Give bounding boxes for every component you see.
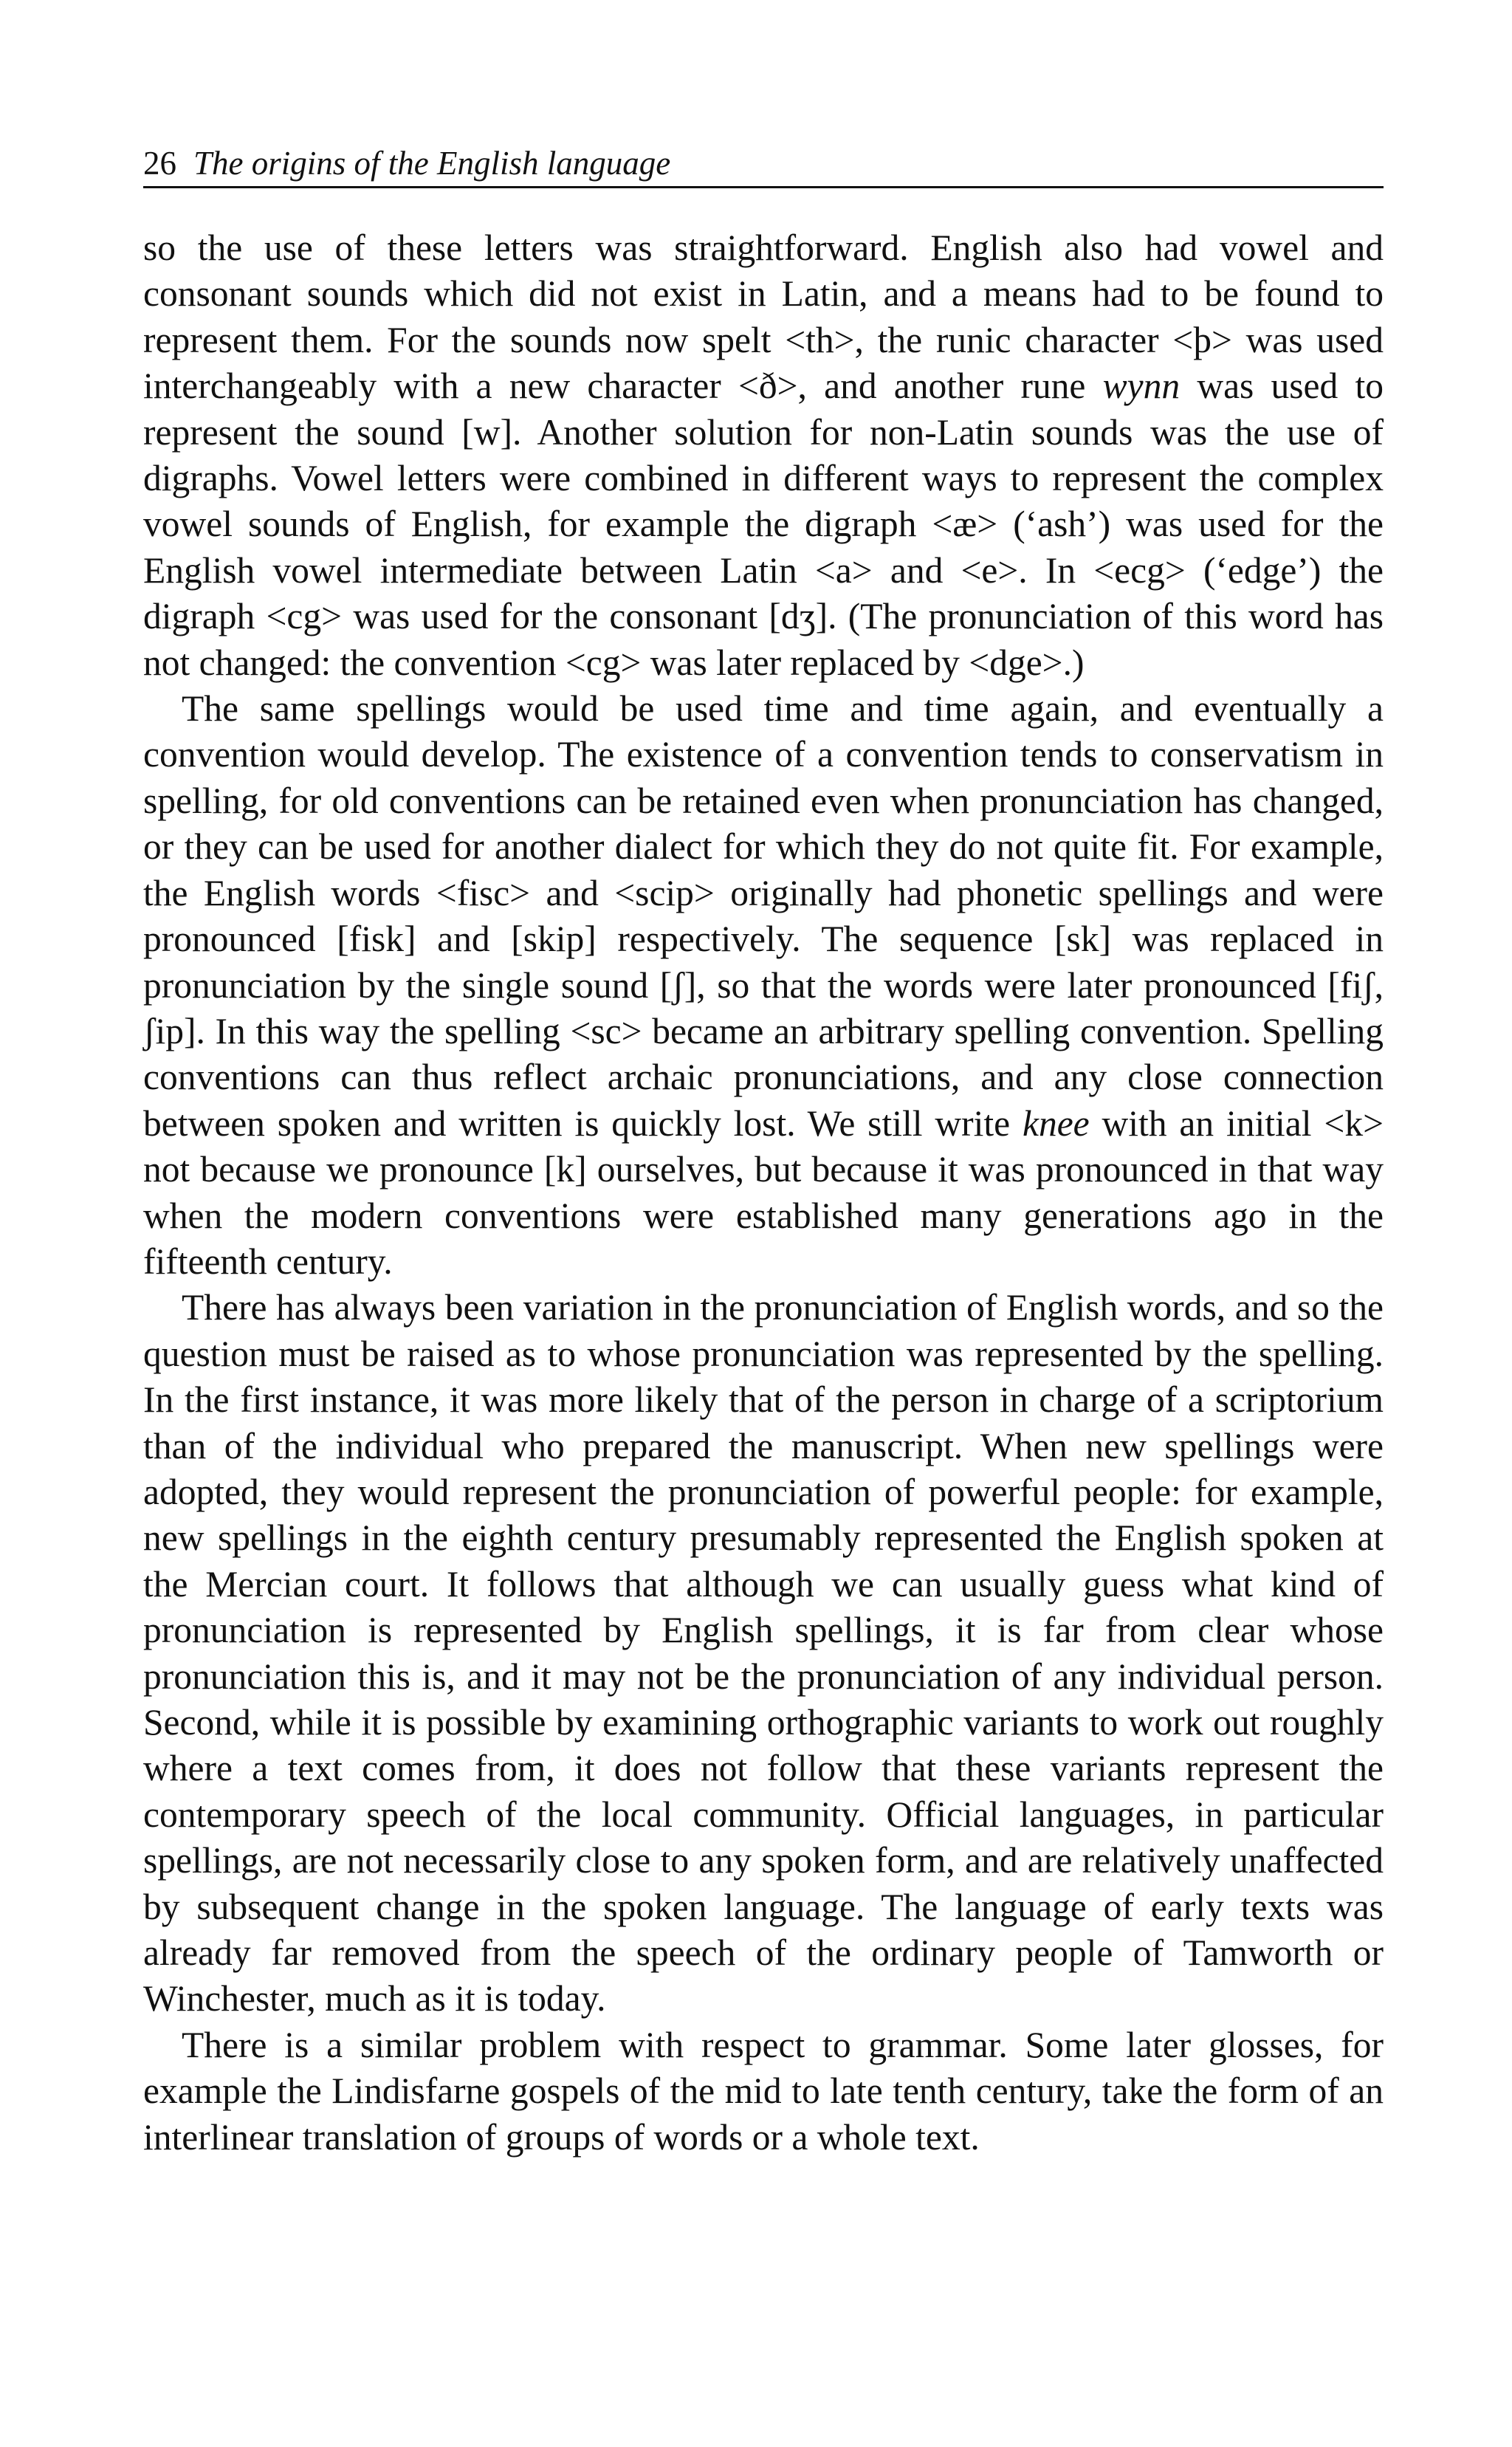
running-head [143,140,1384,188]
paragraph [143,686,1384,1285]
italic-term: wynn [1102,365,1181,407]
paragraph [143,2022,1384,2161]
paragraph-text: There has always been variation in the pronunciation of English words, and so the question must be raised as to whose pronunciation was represented by the spelling. In the first instance, it was more likely that of the person in charge of a scriptorium than of the individual who prepared the manuscript. When new spellings were adopted, they would represent the pronunciation of powerful people: for example, new spellings in the eighth century presumably represented the English spoken at the Mercian court. It follows that although we can usually guess what kind of pronunciation is represented by English spellings, it is far from clear whose pronunciation this is, and it may not be the pronunciation of any individual person. Second, while it is possible by examining orthographic variants to work out roughly where a text comes from, it does not follow that these variants represent the contemporary speech of the local community. Official languages, in particular spellings, are not necessarily close to any spoken form, and are relatively unaffected by subsequent change in the spoken language. The language of early texts was already far removed from the speech of the ordinary people of Tamworth or Winchester, much as it is today. [143,1287,1384,2019]
paragraph-text: so the use of these letters was straightforward. English also had vowel and consonant sounds which did not exist in Latin, and a means had to be found to represent them. For the sounds now spelt <th>, the runic character <þ> was used interchangeably with a new character <ð>, and another rune [143,227,1384,407]
paragraph-text: with an initial <k> not because we pronounce [k] ourselves, but because it was pronounced in that way when the modern conventions were established many generations ago in the fifteenth century. [143,1102,1384,1282]
paragraph-text: There is a similar problem with respect to grammar. Some later glosses, for example the Lindisfarne gospels of the mid to late tenth century, take the form of an interlinear translation of groups of words or a whole text. [143,2024,1384,2158]
body-text [143,225,1384,2161]
page-number: 26 [143,145,176,182]
italic-term: knee [1022,1102,1090,1144]
running-title: The origins of the English language [193,145,671,182]
paragraph [143,1285,1384,2022]
book-page [143,140,1384,2161]
paragraph-text: was used to represent the sound [w]. Another solution for non-Latin sounds was the use of digraphs. Vowel letters were combined in different ways to represent the complex vowel sounds of English, for example the digraph <æ> (‘ash’) was used for the English vowel intermediate between Latin <a> and <e>. In <ecg> (‘edge’) the digraph <cg> was used for the consonant [dʒ]. (The pronunciation of this word has not changed: the convention <cg> was later replaced by <dge>.) [143,365,1384,683]
paragraph-text: The same spellings would be used time and time again, and eventually a convention would develop. The existence of a convention tends to conservatism in spelling, for old conventions can be retained even when pronunciation has changed, or they can be used for another dialect for which they do not quite fit. For example, the English words <fisc> and <scip> originally had phonetic spellings and were pronounced [fisk] and [skip] respectively. The sequence [sk] was replaced in pronunciation by the single sound [ʃ], so that the words were later pronounced [fiʃ, ʃip]. In this way the spelling <sc> became an arbitrary spelling convention. Spelling conventions can thus reflect archaic pronunciations, and any close connection between spoken and written is quickly lost. We still write [143,688,1384,1144]
paragraph [143,225,1384,686]
